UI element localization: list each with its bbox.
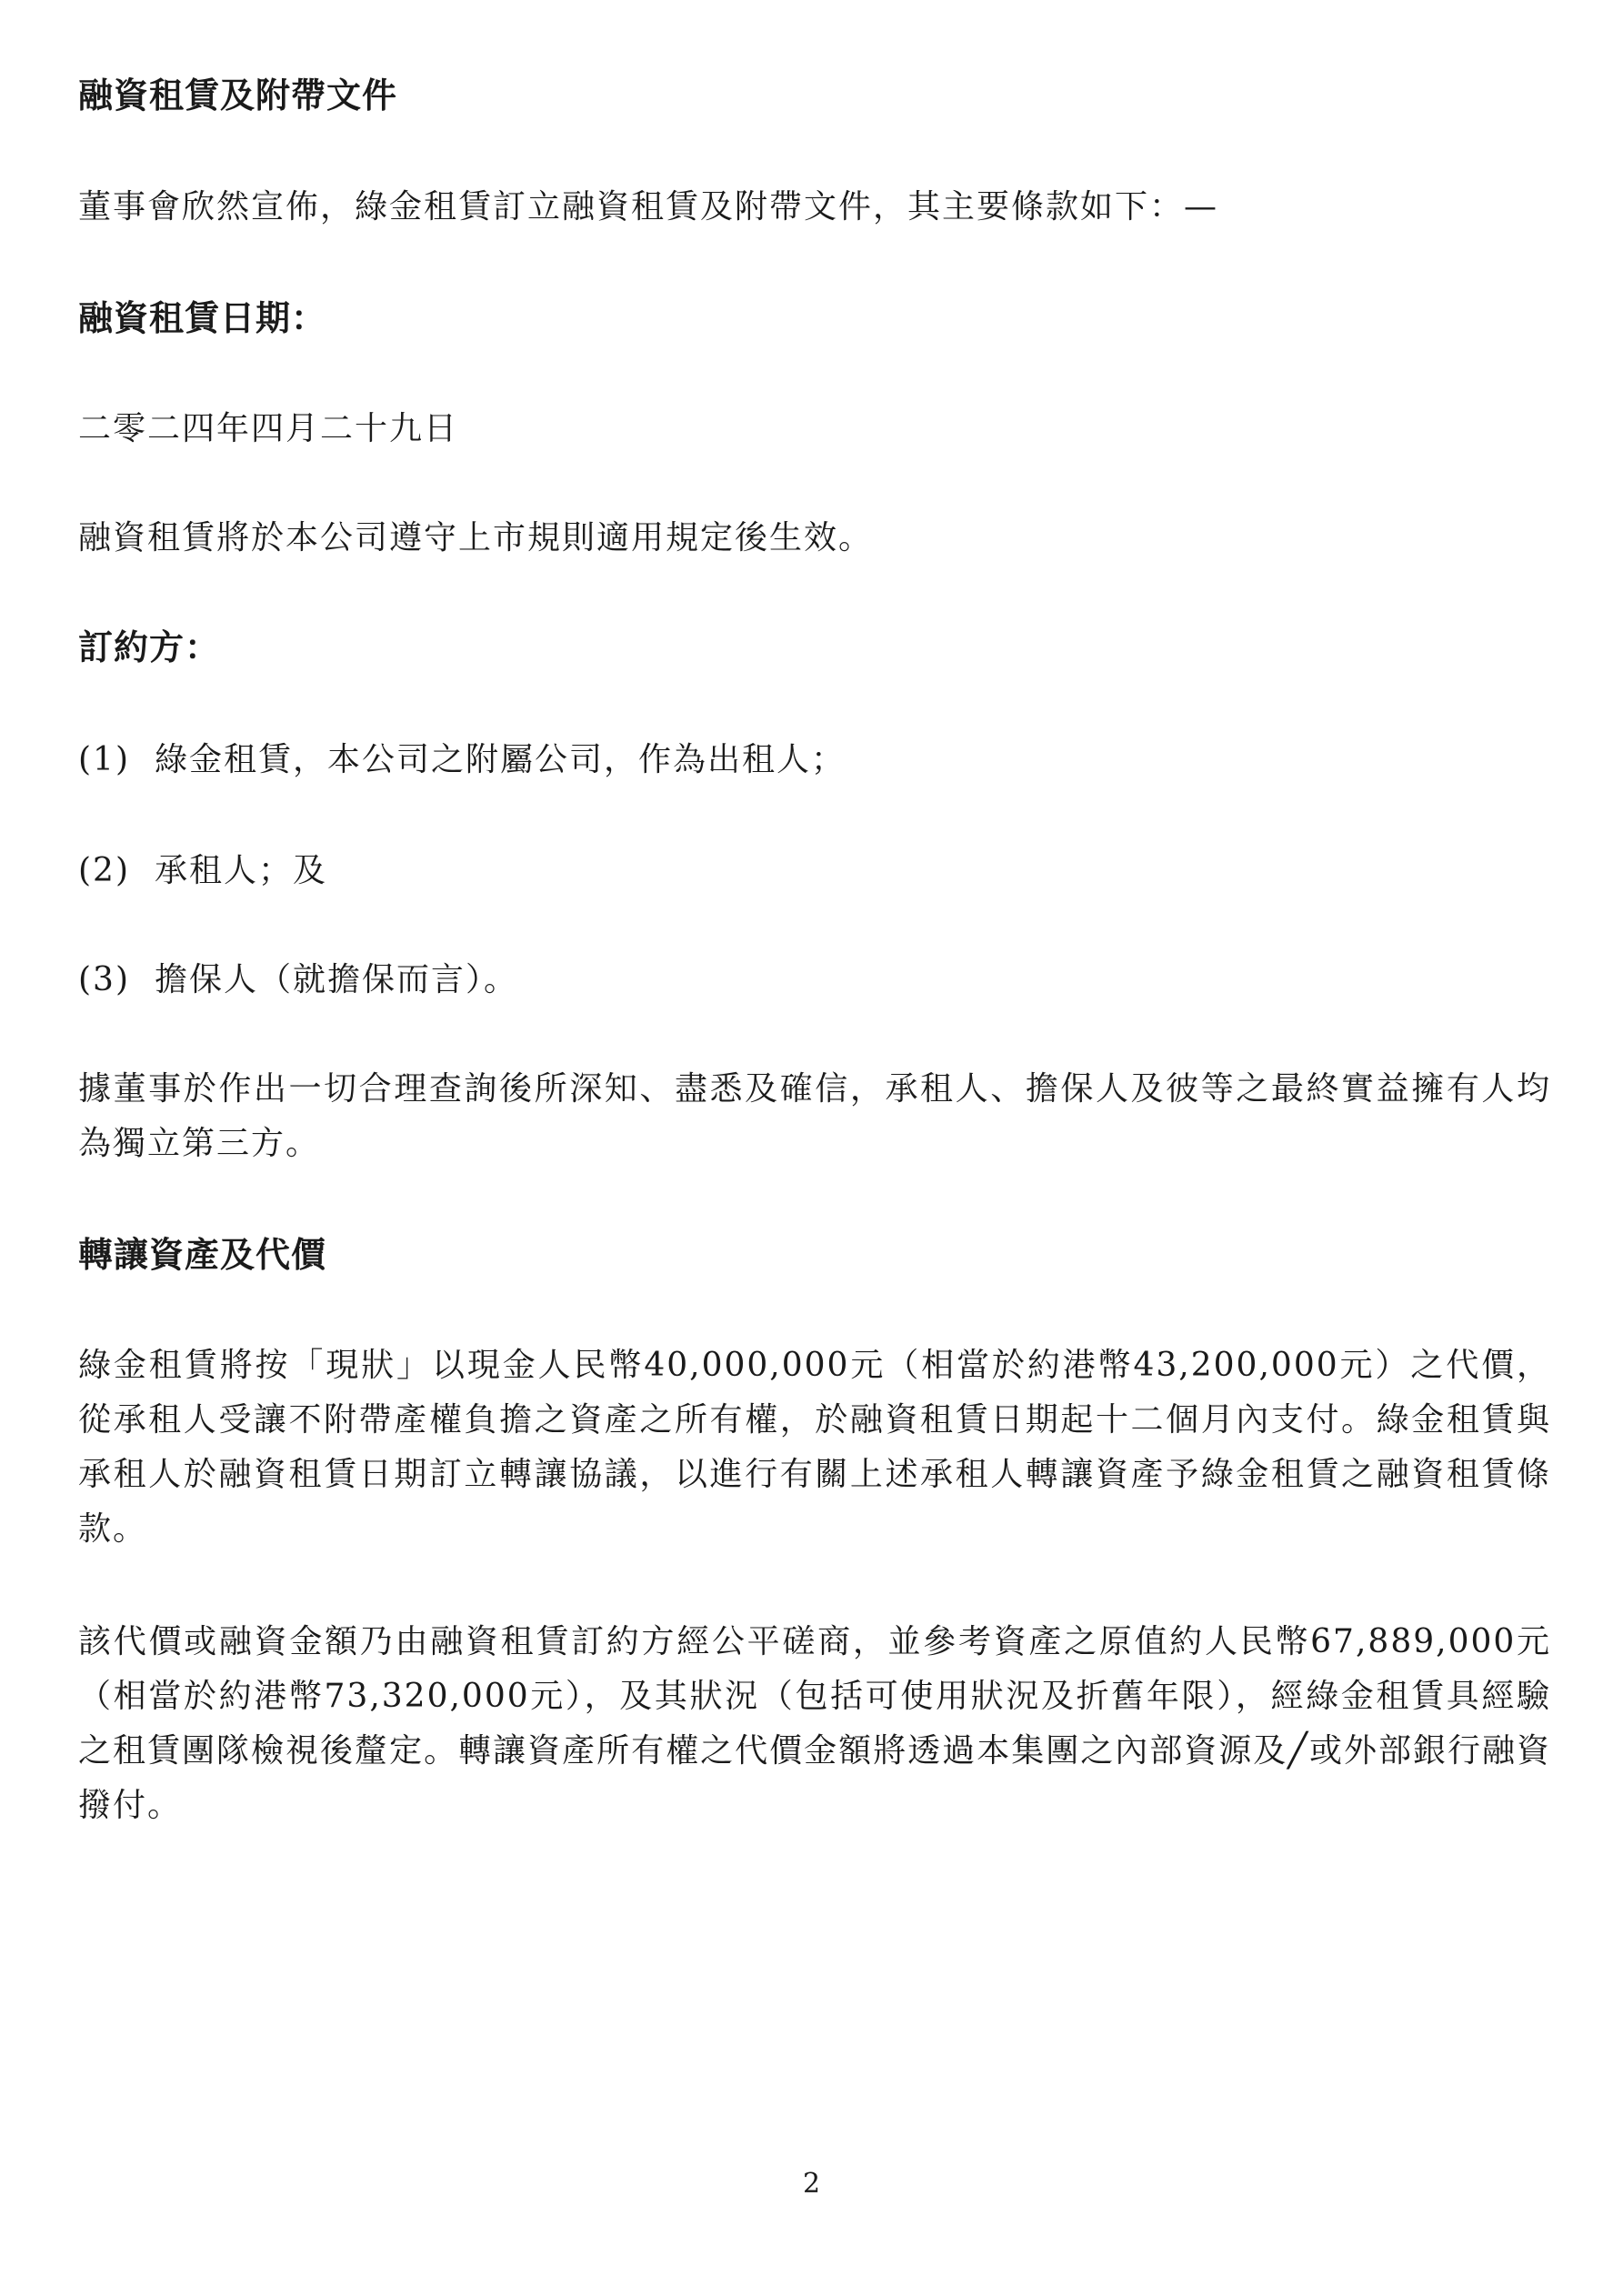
party-item-text: 擔保人（就擔保而言）。 (155, 961, 519, 998)
heading-transfer-consideration: 轉讓資產及代價 (78, 1235, 327, 1275)
intro-paragraph: 董事會欣然宣佈，綠金租賃訂立融資租賃及附帶文件，其主要條款如下：— (78, 188, 1219, 226)
section-heading-finance-lease: 融資租賃及附帶文件 (78, 75, 398, 115)
party-item-number: (2) (78, 852, 130, 889)
transfer-paragraph: 綠金租賃將按「現狀」以現金人民幣40,000,000元（相當於約港幣43,200,000元）之代價，從承租人受讓不附帶產權負擔之資產之所有權，於融資租賃日期起十二個月內支付。綠金租賃與承租人於融資租賃日期訂立轉讓協議，以進行有關上述承租人轉讓資產予綠金租賃之融資租賃條款。 (78, 1347, 1551, 1548)
party-item-number: (3) (78, 961, 130, 998)
heading-lease-date: 融資租賃日期： (78, 298, 327, 338)
party-item-text: 綠金租賃，本公司之附屬公司，作為出租人； (155, 741, 847, 778)
page-number: 2 (802, 2168, 821, 2200)
party-item-text: 承租人；及 (155, 852, 328, 889)
heading-parties: 訂約方： (78, 627, 221, 667)
lease-date-text: 二零二四年四月二十九日 (78, 410, 459, 447)
consideration-paragraph: 該代價或融資金額乃由融資租賃訂約方經公平磋商，並參考資產之原值約人民幣67,889,000元（相當於約港幣73,320,000元），及其狀況（包括可使用狀況及折舊年限），經綠金租賃具經驗之租賃團隊檢視後釐定。轉讓資產所有權之代價金額將透過本集團之內部資源及╱或外部銀行融資撥付。 (78, 1623, 1551, 1824)
party-item-number: (1) (78, 741, 130, 778)
lease-effect-text: 融資租賃將於本公司遵守上市規則適用規定後生效。 (78, 519, 874, 556)
parties-independence-note: 據董事於作出一切合理查詢後所深知、盡悉及確信，承租人、擔保人及彼等之最終實益擁有人均為獨立第三方。 (78, 1070, 1551, 1162)
